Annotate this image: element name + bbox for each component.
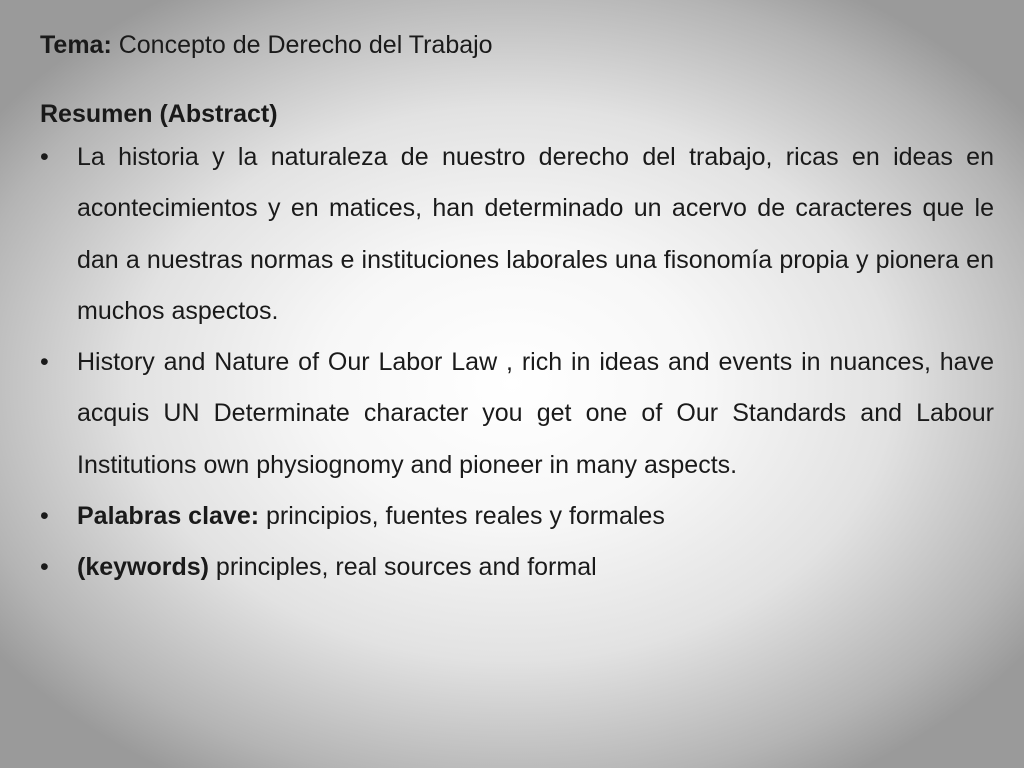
topic-line xyxy=(40,28,493,62)
abstract-heading: Resumen (Abstract) xyxy=(40,100,278,128)
topic-label: Tema: xyxy=(40,31,112,59)
bullet-item-palabras-clave xyxy=(40,491,994,542)
bullet-marker: • xyxy=(40,143,49,171)
bullet-list xyxy=(40,132,994,594)
bullet-marker: • xyxy=(40,553,49,582)
bullet-label: Palabras clave: xyxy=(77,502,260,531)
bullet-marker: • xyxy=(40,348,49,377)
bullet-text: History and Nature of Our Labor Law , rich in ideas and events in nuances, have acquis UN Determinate character you get one of Our Standards and Labour Institutions own physiognomy and pioneer in many aspects. xyxy=(77,348,994,479)
topic-text: Concepto de Derecho del Trabajo xyxy=(111,31,493,59)
bullet-item-spanish-abstract xyxy=(40,132,994,337)
bullet-item-keywords xyxy=(40,542,994,593)
bullet-text: principles, real sources and formal xyxy=(208,553,597,582)
bullet-label: (keywords) xyxy=(77,553,209,582)
bullet-item-english-abstract xyxy=(40,337,994,491)
bullet-text: La historia y la naturaleza de nuestro derecho del trabajo, ricas en ideas en acontecimientos y en matices, han determinado un acervo de caracteres que le dan a nuestras normas e instituciones laborales una fisonomía propia y pionera en muchos aspectos. xyxy=(77,143,994,325)
bullet-text: principios, fuentes reales y formales xyxy=(259,502,665,531)
bullet-marker: • xyxy=(40,502,49,531)
